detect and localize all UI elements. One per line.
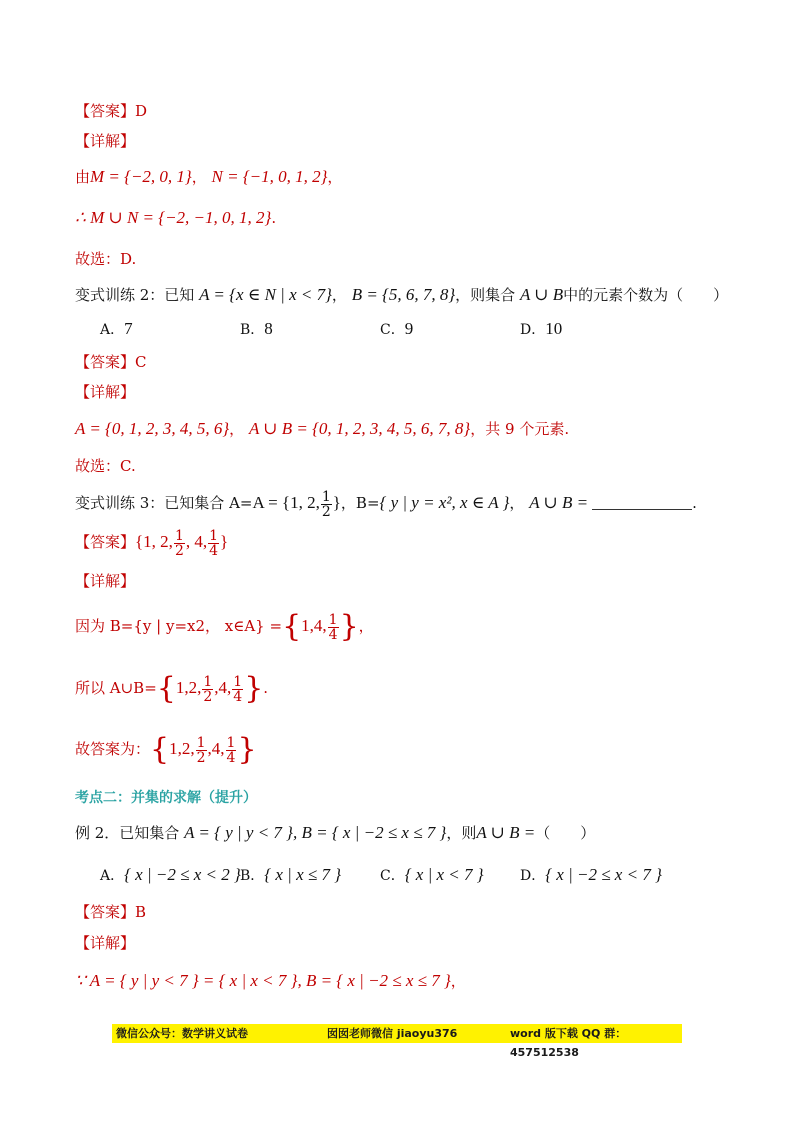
left-brace: {	[150, 732, 170, 767]
denominator: 2	[203, 688, 213, 705]
fraction	[232, 675, 243, 704]
denominator: 2	[196, 749, 206, 766]
option-letter: B．	[240, 868, 265, 884]
denominator: 2	[321, 503, 331, 520]
option-letter: A．	[100, 868, 125, 884]
fraction	[208, 529, 219, 558]
answer-line	[75, 526, 228, 558]
question-stem	[75, 488, 697, 519]
right-brace: }	[244, 671, 264, 706]
separator: ，	[331, 286, 347, 304]
math-set-a: A = {0, 1, 2, 3, 4, 5, 6}	[75, 419, 230, 438]
option-a	[100, 318, 133, 341]
denominator: 4	[226, 749, 236, 766]
stem-text: 中的元素个数为（ ）	[563, 286, 729, 304]
fraction	[226, 736, 237, 765]
math-union: A ∪ B =	[529, 493, 589, 512]
math-expr: , 4,	[185, 532, 208, 551]
option-d	[520, 318, 562, 341]
option-letter: D．	[520, 868, 546, 884]
answer-line	[75, 901, 146, 923]
detail-text: ，共 9 个元素.	[470, 420, 570, 438]
stem-text: 变式训练 2：已知	[75, 286, 195, 304]
stem-text: 例 2．已知集合	[75, 824, 180, 842]
fraction	[328, 613, 339, 642]
math-expr: 1,2,	[169, 739, 195, 758]
fraction	[321, 490, 332, 519]
detail-label: 【详解】	[75, 572, 136, 590]
stem-text: ，则集合	[455, 286, 516, 304]
detail-line	[75, 418, 569, 440]
option-value: 7	[124, 319, 133, 338]
math-set-n: N = {−1, 0, 1, 2}	[211, 167, 328, 186]
section-heading: 考点二：并集的求解（提升）	[75, 790, 257, 806]
right-brace: }	[237, 732, 257, 767]
math-expr: ∵ A = { y | y < 7 } = { x | x < 7 }, B = { x | −2 ≤ x ≤ 7 }	[75, 971, 451, 990]
answer-value: D	[135, 102, 148, 120]
detail-label: 【详解】	[75, 383, 136, 401]
option-b	[240, 864, 341, 887]
answer-line	[75, 351, 147, 373]
math-expr: A = { y | y < 7 }, B = { x | −2 ≤ x ≤ 7 }	[184, 823, 447, 842]
stem-text: （ ）	[535, 824, 596, 842]
stem-text: 变式训练 3：已知集合 A=	[75, 494, 253, 512]
option-value: 8	[264, 319, 273, 338]
question-stem	[75, 822, 595, 844]
math-expr: ,4,	[214, 678, 232, 697]
numerator: 1	[196, 734, 206, 751]
select-line: 故选：C.	[75, 457, 136, 475]
stem-text: ，B=	[340, 494, 380, 512]
math-set-a: A = {x ∈ N | x < 7}	[199, 285, 332, 304]
fraction	[202, 675, 213, 704]
detail-line-1	[75, 166, 342, 188]
separator: ，	[509, 494, 525, 512]
answer-blank[interactable]	[592, 495, 692, 510]
detail-text: 故答案为：	[75, 740, 151, 758]
option-a	[100, 864, 241, 887]
numerator: 1	[321, 488, 331, 505]
right-brace: }	[339, 609, 359, 644]
numerator: 1	[226, 734, 236, 751]
option-letter: C．	[380, 322, 405, 338]
option-value: { x | −2 ≤ x < 2 }	[124, 865, 241, 884]
numerator: 1	[328, 611, 338, 628]
footer-banner	[112, 1024, 682, 1059]
numerator: 1	[233, 673, 243, 690]
left-brace: {	[282, 609, 302, 644]
separator: ，	[358, 617, 374, 635]
option-value: { x | x < 7 }	[404, 865, 484, 884]
math-set-a: A = {1, 2,	[252, 493, 320, 512]
detail-label: 【详解】	[75, 934, 136, 952]
separator: ，	[229, 420, 245, 438]
math-expr: 1,4,	[301, 616, 327, 635]
math-union: A ∪ B	[519, 285, 564, 304]
math-union: A ∪ B = {0, 1, 2, 3, 4, 5, 6, 7, 8}	[248, 419, 471, 438]
denominator: 4	[328, 626, 338, 643]
separator: .	[271, 209, 277, 227]
answer-label: 【答案】	[75, 903, 136, 921]
numerator: 1	[209, 527, 219, 544]
option-c	[380, 318, 413, 341]
option-d	[520, 864, 662, 887]
footer-teacher-wechat: 囡囡老师微信 jiaoyu376	[327, 1027, 458, 1040]
detail-line-2	[75, 207, 276, 229]
fraction	[174, 529, 185, 558]
answer-label: 【答案】	[75, 102, 136, 120]
footer-qq-group: word 版下载 QQ 群：457512538	[510, 1027, 627, 1059]
option-value: 10	[545, 319, 563, 338]
numerator: 1	[203, 673, 213, 690]
brace: }	[332, 493, 341, 512]
option-letter: D．	[520, 322, 546, 338]
option-value: { x | −2 ≤ x < 7 }	[545, 865, 662, 884]
detail-text: 因为 B={y | y=x2， x∈A} =	[75, 617, 283, 635]
answer-line	[75, 100, 147, 122]
math-set-b: { y | y = x², x ∈ A }	[379, 493, 510, 512]
detail-line-2	[75, 670, 268, 706]
math-expr: 1,2,	[175, 678, 202, 697]
answer-value: B	[135, 903, 147, 921]
detail-line-3	[75, 731, 257, 767]
option-letter: A．	[100, 322, 125, 338]
math-set-b: B = {5, 6, 7, 8}	[351, 285, 456, 304]
detail-label: 【详解】	[75, 132, 136, 150]
math-union: ∴ M ∪ N = {−2, −1, 0, 1, 2}	[75, 208, 272, 227]
option-c	[380, 864, 484, 887]
math-set-m: M = {−2, 0, 1}	[90, 167, 192, 186]
detail-line-1	[75, 608, 374, 644]
option-value: 9	[404, 319, 414, 338]
detail-text: 由	[75, 168, 91, 186]
denominator: 4	[209, 542, 219, 559]
option-b	[240, 318, 273, 341]
left-brace: {	[156, 671, 176, 706]
numerator: 1	[174, 527, 184, 544]
answer-value: C	[135, 353, 147, 371]
stem-text: ，则	[446, 824, 477, 842]
option-letter: B．	[240, 322, 265, 338]
option-value: { x | x ≤ 7 }	[264, 865, 341, 884]
math-union: A ∪ B =	[476, 823, 536, 842]
option-letter: C．	[380, 868, 405, 884]
answer-label: 【答案】	[75, 353, 136, 371]
separator: ，	[191, 168, 207, 186]
math-expr: ,4,	[207, 739, 225, 758]
detail-line	[75, 970, 466, 992]
answer-label: 【答案】	[75, 533, 136, 551]
separator: ，	[327, 168, 343, 186]
separator: .	[692, 494, 697, 512]
separator: .	[263, 679, 269, 697]
footer-wechat-public: 微信公众号：数学讲义试卷	[116, 1027, 248, 1040]
denominator: 2	[174, 542, 184, 559]
detail-text: 所以 A∪B=	[75, 679, 157, 697]
brace: }	[220, 532, 229, 551]
question-stem	[75, 284, 728, 306]
fraction	[196, 736, 207, 765]
select-line: 故选：D.	[75, 250, 137, 268]
denominator: 4	[233, 688, 243, 705]
math-expr: {1, 2,	[135, 532, 173, 551]
separator: ，	[450, 972, 466, 990]
